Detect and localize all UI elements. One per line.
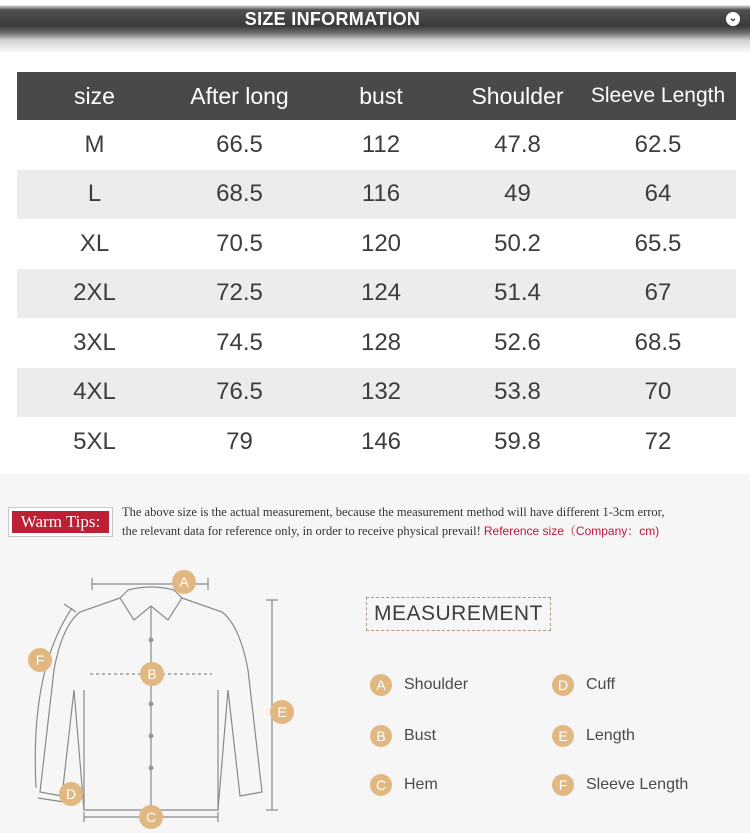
marker-d: [59, 782, 83, 806]
legend-marker-a: A: [370, 674, 392, 696]
cell-shoulder: 50.2: [494, 229, 541, 257]
cell-size: M: [84, 130, 105, 158]
shirt-button: [149, 734, 154, 739]
cell-after-long: 66.5: [216, 130, 263, 158]
cell-bust: 146: [360, 427, 402, 455]
cell-after-long: 68.5: [216, 180, 263, 208]
cell-bust: 128: [360, 328, 402, 356]
legend-bust: [370, 725, 436, 747]
marker-b: [140, 662, 164, 686]
cell-size: L: [87, 180, 102, 208]
cell-shoulder: 51.4: [494, 279, 541, 307]
warm-tips-badge: [8, 507, 113, 537]
svg-text:B: B: [147, 666, 157, 682]
cell-shoulder: 52.6: [494, 328, 541, 356]
header-bust: bust: [359, 82, 403, 109]
legend-cuff: [552, 674, 615, 696]
legend-marker-c: C: [370, 774, 392, 796]
cell-sleeve-length: 62.5: [634, 130, 682, 158]
legend-marker-e: E: [552, 725, 574, 747]
shirt-diagram: [0, 560, 340, 833]
svg-text:F: F: [35, 652, 45, 668]
legend-label: Cuff: [586, 676, 616, 693]
size-table-header: [17, 72, 736, 120]
legend-label: Bust: [404, 727, 437, 744]
header-sleeve-length: Sleeve Length: [590, 84, 726, 107]
cell-bust: 132: [360, 378, 402, 406]
cell-size: 5XL: [73, 427, 116, 455]
header-shoulder: Shoulder: [471, 82, 564, 109]
cell-shoulder: 53.8: [494, 378, 541, 406]
table-row: [17, 269, 736, 319]
chevron-down-icon[interactable]: ⌄: [726, 12, 740, 26]
header-after-long: After long: [190, 82, 289, 109]
cell-bust: 120: [360, 229, 402, 257]
banner-title: SIZE INFORMATION: [244, 9, 421, 29]
cell-shoulder: 47.8: [494, 130, 541, 158]
cell-after-long: 72.5: [216, 279, 263, 307]
cell-sleeve-length: 64: [644, 180, 672, 208]
legend-hem: [370, 774, 438, 796]
legend-sleeve-length: [552, 774, 688, 796]
tips-line-1: The above size is the actual measurement, because the measurement method will have different 1-3cm error,: [122, 505, 665, 519]
cell-size: 3XL: [73, 328, 116, 356]
cell-sleeve-length: 65.5: [634, 229, 682, 257]
shirt-button: [149, 638, 154, 643]
cell-after-long: 79: [226, 427, 253, 455]
legend-length: [552, 725, 635, 747]
cell-bust: 112: [361, 130, 401, 158]
legend-label: Sleeve Length: [586, 776, 689, 793]
table-row: [17, 417, 736, 467]
table-row: [17, 318, 736, 368]
svg-text:E: E: [277, 704, 287, 720]
header-size: size: [74, 82, 115, 109]
shirt-button: [149, 766, 154, 771]
cell-after-long: 70.5: [216, 229, 263, 257]
warm-tips-label: Warm Tips:: [12, 511, 109, 533]
legend-marker-f: F: [552, 774, 574, 796]
table-row: [17, 219, 736, 269]
cell-size: XL: [79, 229, 110, 257]
legend-label: Length: [586, 727, 635, 744]
tips-line-2: the relevant data for reference only, in order to receive physical prevail!: [122, 524, 481, 538]
legend-marker-b: B: [370, 725, 392, 747]
shirt-button: [149, 702, 154, 707]
cell-shoulder: 49: [504, 180, 531, 208]
table-row: [17, 170, 736, 220]
measurement-title: MEASUREMENT: [366, 597, 551, 631]
marker-c: [139, 805, 163, 829]
svg-text:C: C: [145, 809, 157, 825]
table-row: [17, 368, 736, 418]
legend-shoulder: [370, 674, 468, 696]
cell-after-long: 74.5: [216, 328, 263, 356]
legend-label: Hem: [404, 776, 438, 793]
cell-sleeve-length: 67: [644, 279, 672, 307]
size-table: [17, 72, 736, 467]
cell-after-long: 76.5: [216, 378, 263, 406]
cell-bust: 124: [360, 279, 402, 307]
warm-tips-text: [122, 503, 746, 541]
table-row: [17, 120, 736, 170]
size-information-banner: [0, 0, 750, 52]
cell-shoulder: 59.8: [494, 427, 541, 455]
reference-size-note: Reference size（Company：cm): [483, 524, 660, 538]
marker-e: [270, 700, 294, 724]
cell-size: 4XL: [73, 378, 116, 406]
cell-bust: 116: [361, 180, 401, 208]
legend-label: Shoulder: [404, 676, 469, 693]
marker-a: [172, 570, 196, 594]
svg-text:A: A: [179, 574, 189, 590]
legend-marker-d: D: [552, 674, 574, 696]
cell-sleeve-length: 70: [644, 378, 672, 406]
svg-text:D: D: [65, 786, 77, 802]
cell-sleeve-length: 72: [644, 427, 672, 455]
cell-sleeve-length: 68.5: [634, 328, 682, 356]
cell-size: 2XL: [73, 279, 116, 307]
marker-f: [28, 648, 52, 672]
